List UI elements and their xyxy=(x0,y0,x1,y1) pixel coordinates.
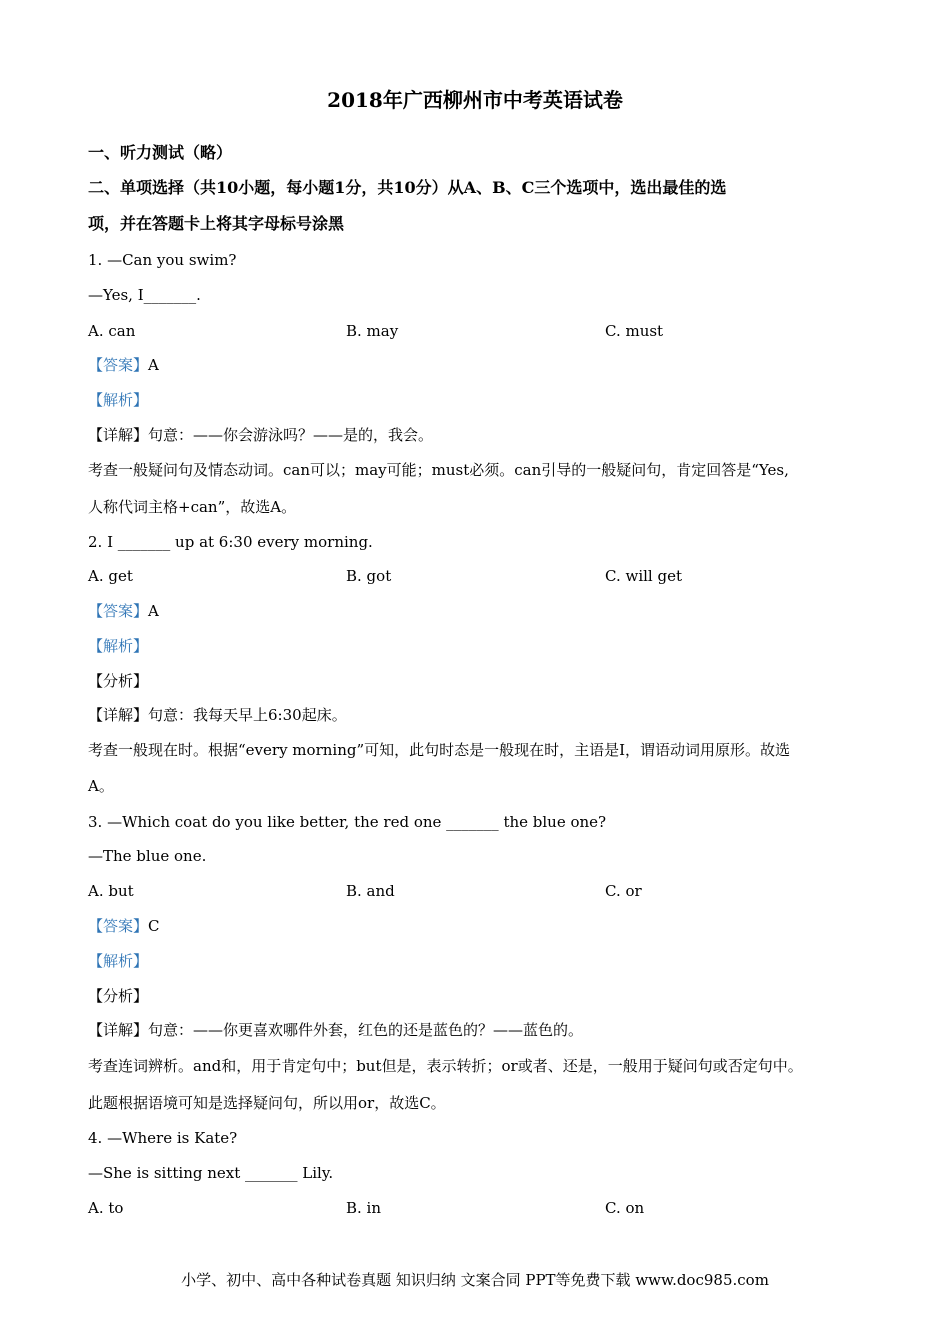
q3-detail xyxy=(88,1020,583,1040)
q1-detail xyxy=(88,425,433,445)
q1-stem: 1. —Can you swim? xyxy=(88,251,237,269)
q3-option-c: C. or xyxy=(605,882,642,900)
analysis-label: 【解析】 xyxy=(88,391,149,409)
answer-label: 【答案】 xyxy=(88,917,149,935)
fenxi-label: 【分析】 xyxy=(88,987,149,1005)
q3-option-b: B. and xyxy=(346,882,395,900)
answer-label: 【答案】 xyxy=(88,602,149,620)
q1-option-c: C. must xyxy=(605,322,664,340)
q1-explain-2: 人称代词主格+can”，故选A。 xyxy=(88,498,297,516)
q2-answer xyxy=(88,601,159,621)
q3-fenxi xyxy=(88,986,148,1006)
q2-fenxi xyxy=(88,671,148,691)
q1-option-b: B. may xyxy=(346,322,399,340)
answer-label: 【答案】 xyxy=(88,356,149,374)
detail-label: 【详解】 xyxy=(88,1021,149,1039)
section-1-heading: 一、听力测试（略） xyxy=(88,143,233,162)
q2-analysis xyxy=(88,636,148,656)
answer-value: A xyxy=(148,602,159,620)
q3-stem: 3. —Which coat do you like better, the red one _______ the blue one? xyxy=(88,813,607,831)
detail-text: 句意：——你会游泳吗？——是的，我会。 xyxy=(148,426,434,444)
q2-explain-2: A。 xyxy=(88,777,114,795)
q3-reply: —The blue one. xyxy=(88,847,207,865)
q3-analysis xyxy=(88,951,148,971)
q3-explain-1: 考查连词辨析。and和，用于肯定句中；but但是，表示转折；or或者、还是，一般用于疑问句或否定句中。 xyxy=(88,1057,803,1075)
q4-option-a: A. to xyxy=(88,1199,124,1217)
q4-option-b: B. in xyxy=(346,1199,382,1217)
q4-option-c: C. on xyxy=(605,1199,645,1217)
fenxi-label: 【分析】 xyxy=(88,672,149,690)
analysis-label: 【解析】 xyxy=(88,637,149,655)
analysis-label: 【解析】 xyxy=(88,952,149,970)
detail-label: 【详解】 xyxy=(88,706,149,724)
section-2-heading-line2: 项，并在答题卡上将其字母标号涂黑 xyxy=(88,214,345,233)
q2-option-c: C. will get xyxy=(605,567,682,585)
section-2-heading-line1: 二、单项选择（共10小题，每小题1分，共10分）从A、B、C三个选项中，选出最佳的选 xyxy=(88,178,727,197)
detail-text: 句意：我每天早上6:30起床。 xyxy=(148,706,347,724)
q3-option-a: A. but xyxy=(88,882,134,900)
q3-explain-2: 此题根据语境可知是选择疑问句，所以用or，故选C。 xyxy=(88,1094,446,1112)
page-footer: 小学、初中、高中各种试卷真题 知识归纳 文案合同 PPT等免费下载 www.doc985.com xyxy=(181,1271,769,1289)
detail-label: 【详解】 xyxy=(88,426,149,444)
q3-answer xyxy=(88,916,160,936)
q1-reply: —Yes, I_______. xyxy=(88,286,201,304)
q4-stem: 4. —Where is Kate? xyxy=(88,1129,238,1147)
detail-text: 句意：——你更喜欢哪件外套，红色的还是蓝色的？——蓝色的。 xyxy=(148,1021,584,1039)
q2-stem: 2. I _______ up at 6:30 every morning. xyxy=(88,533,373,551)
q2-detail xyxy=(88,705,347,725)
q2-explain-1: 考查一般现在时。根据“every morning”可知，此句时态是一般现在时，主语是I，谓语动词用原形。故选 xyxy=(88,741,791,759)
q1-analysis xyxy=(88,390,148,410)
answer-value: C xyxy=(148,917,160,935)
answer-value: A xyxy=(148,356,159,374)
q1-explain-1: 考查一般疑问句及情态动词。can可以；may可能；must必须。can引导的一般疑问句，肯定回答是“Yes, xyxy=(88,461,789,479)
q4-reply: —She is sitting next _______ Lily. xyxy=(88,1164,334,1182)
q2-option-b: B. got xyxy=(346,567,392,585)
q1-option-a: A. can xyxy=(88,322,136,340)
q1-answer xyxy=(88,355,159,375)
page-title: 2018年广西柳州市中考英语试卷 xyxy=(327,88,623,112)
q2-option-a: A. get xyxy=(88,567,133,585)
